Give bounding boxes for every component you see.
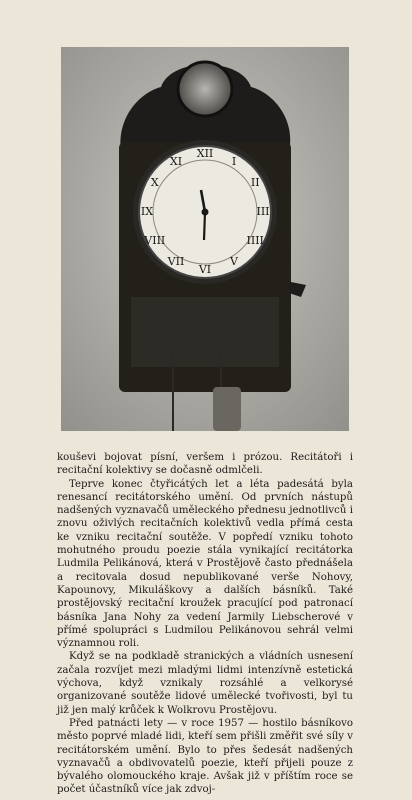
dial-numeral: X [150, 176, 159, 189]
article-paragraph: Když se na podkladě stranických a vládních usnesení začala rozvíjet mezi mladými lidmi intenzívně estetická výchova, když vznikaly rozsáhlé a velkorysé organizované soutěže lidové umělecké tvořivosti, byl tu již jen malý krůček k Wolkrovu Prostějovu. [57, 651, 353, 716]
dial-numeral: V [230, 255, 238, 269]
article-text [57, 451, 353, 797]
dial-numeral: XII [196, 147, 214, 160]
dial-numeral: IX [140, 205, 154, 218]
dial-numeral: VII [167, 255, 185, 269]
article-paragraph: Před patnácti lety — v roce 1957 — hostilo básníkovo město poprvé mladé lidi, kteří sem přišli změřit své síly v recitátorském umění. Bylo to přes šedesát nadšených vyznavačů a obdivovatelů poezie, kteří přijeli pouze z bývalého olomouckého kraje. Avšak již v příštím roce se počet účastníků více jak zdvoj- [57, 717, 353, 796]
dial-numeral: IIII [246, 234, 264, 247]
clock-photograph [61, 47, 349, 431]
dial-numeral: VI [198, 263, 212, 276]
dial-numeral: VIII [144, 234, 166, 247]
dial-numeral: II [250, 176, 260, 189]
article-paragraph: kouševi bojovat písní, veršem i prózou. Recitátoři i recitační kolektivy se dočasně odmlčeli. [57, 452, 353, 477]
dial-numeral: XI [169, 154, 183, 168]
dial-numeral: III [256, 205, 270, 218]
dial-numeral: I [231, 154, 237, 168]
article-paragraph: Teprve konec čtyřicátých let a léta padesátá byla renesancí recitátorského umění. Od prvních nástupů nadšených vyznavačů uměleckého přednesu jednotlivců i znovu oživlých recitačních kolektivů vedla přímá cesta ke vzniku recitační soutěže. V popředí vzniku tohoto mohutného proudu poezie stála vynikající recitátorka Ludmila Pelikánová, která v Prostějově často přednášela a recitovala dosud nepublikované verše Nohovy, Kapounovy, Mikuláškovy a dalších básníků. Také prostějovský recitační kroužek pracující pod patronací básníka Jana Nohy za vedení Jarmily Liebscherové v přímé spolupráci s Ludmilou Pelikánovou sehrál velmi významnou roli. [57, 478, 353, 650]
